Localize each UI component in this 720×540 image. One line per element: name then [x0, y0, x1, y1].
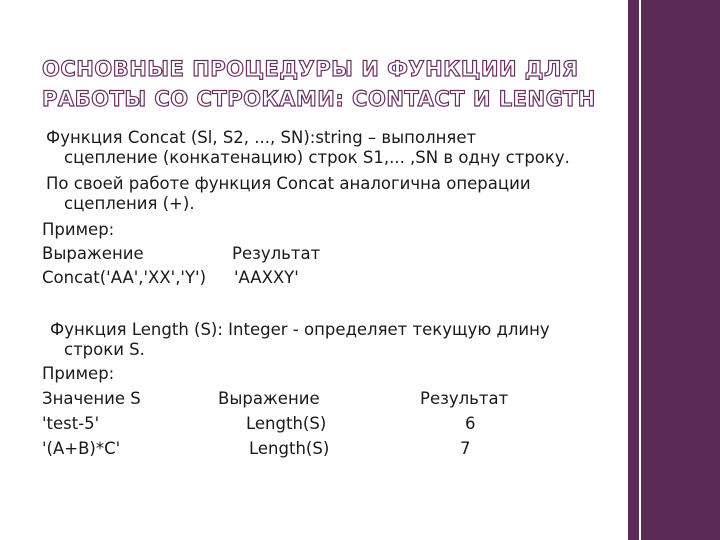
- sidebar-divider: [639, 0, 641, 540]
- length-example-label: Пример:: [42, 364, 115, 383]
- length-name: Length (S): [131, 320, 218, 339]
- slide-title-line-2: РАБОТЫ СО СТРОКАМИ: CONTACT И LENGTH: [42, 87, 596, 111]
- length-prefix: Функция: [50, 320, 132, 339]
- length-row-2-expression: Length(S): [249, 439, 330, 458]
- concat-col-expression: Выражение: [42, 244, 144, 263]
- concat-note-line-2: сцепления (+).: [64, 194, 195, 213]
- length-row-2-value: '(A+B)*C': [42, 439, 121, 458]
- concat-col-result: Результат: [232, 244, 321, 263]
- decorative-sidebar: [628, 0, 720, 540]
- concat-row-result: 'AAXXY': [234, 268, 299, 287]
- length-row-2-result: 7: [460, 439, 471, 458]
- length-definition-suffix: : Integer - определяет текущую длину: [217, 320, 550, 339]
- concat-example-label: Пример:: [42, 220, 115, 239]
- concat-row-expression: Concat('AA','XX','Y'): [42, 268, 207, 287]
- slide-title-line-1: ОСНОВНЫЕ ПРОЦЕДУРЫ И ФУНКЦИИ ДЛЯ: [42, 57, 579, 81]
- length-definition-line-1: [50, 320, 550, 340]
- slide-title: [42, 54, 622, 114]
- length-definition-line-2: строки S.: [64, 340, 145, 359]
- concat-definition-suffix: выполняет: [376, 128, 477, 147]
- concat-prefix: Функция: [46, 128, 128, 147]
- length-row-1-expression: Length(S): [246, 414, 327, 433]
- length-col-value: Значение S: [42, 389, 141, 408]
- concat-definition-line-2: сцепление (конкатенацию) строк S1,... ,SN в одну строку.: [64, 148, 570, 167]
- concat-signature: Concat (Sl, S2, ..., SN):string –: [127, 128, 377, 147]
- concat-definition-line-1: [46, 128, 476, 148]
- length-row-1-value: 'test-5': [42, 414, 100, 433]
- length-col-result: Результат: [420, 389, 509, 408]
- length-row-1-result: 6: [465, 414, 476, 433]
- length-col-expression: Выражение: [218, 389, 320, 408]
- concat-note-line-1: По своей работе функция Concat аналогична операции: [46, 174, 531, 193]
